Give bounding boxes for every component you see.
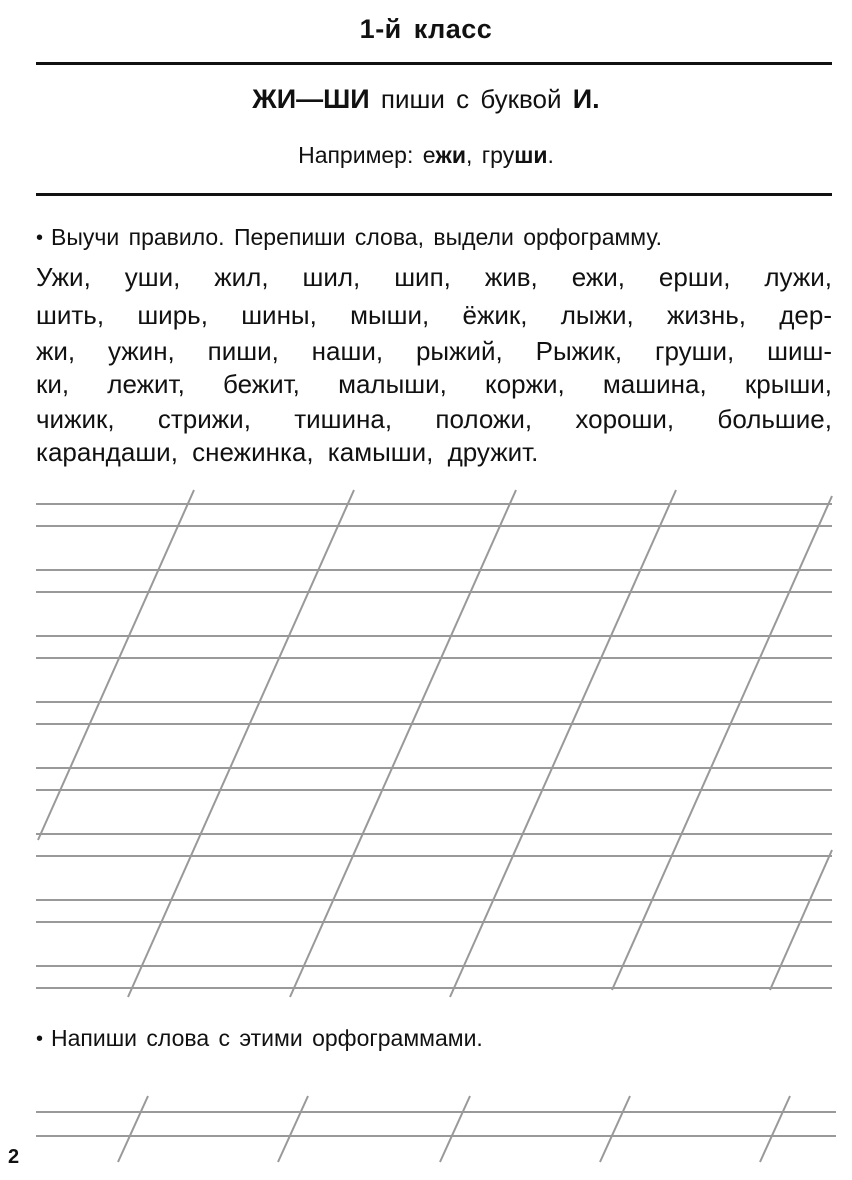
example-word1-start: е: [422, 142, 436, 168]
page-number: 2: [8, 1146, 20, 1168]
slant-line: [600, 1096, 630, 1162]
slant-line: [760, 1096, 790, 1162]
bullet-icon: •: [36, 227, 44, 249]
word-line: жи, ужин, пиши, наши, рыжий, Рыжик, груши, шиш-: [36, 336, 832, 366]
task2-instruction-text: Напиши слова с этими орфограммами.: [51, 1025, 483, 1051]
word-line: чижик, стрижи, тишина, положи, хороши, большие,: [36, 404, 832, 434]
example-word2-bold: ши: [514, 142, 548, 168]
example-separator: ,: [466, 142, 473, 168]
word-line: карандаши, снежинка, камыши, дружит.: [36, 437, 539, 467]
example-end: .: [547, 142, 554, 168]
example-prefix: Например:: [298, 142, 414, 168]
task1-instruction-text: Выучи правило. Перепиши слова, выдели орфограмму.: [51, 224, 662, 250]
slant-line: [118, 1096, 148, 1162]
word-line: Ужи, уши, жил, шил, шип, жив, ежи, ерши, лужи,: [36, 262, 832, 292]
example-word2-start: гру: [481, 142, 515, 168]
rule-mid: пиши с буквой: [380, 84, 562, 114]
rule-pair: ЖИ—ШИ: [252, 84, 370, 114]
slant-line: [278, 1096, 308, 1162]
rule-letter: И.: [572, 84, 600, 114]
word-line: шить, ширь, шины, мыши, ёжик, лыжи, жизнь, дер-: [36, 300, 832, 330]
slant-line: [440, 1096, 470, 1162]
example-word1-bold: жи: [435, 142, 466, 168]
bullet-icon: •: [36, 1028, 44, 1050]
word-line: ки, лежит, бежит, малыши, коржи, машина, крыши,: [36, 369, 832, 399]
page-title: 1-й класс: [359, 14, 493, 44]
